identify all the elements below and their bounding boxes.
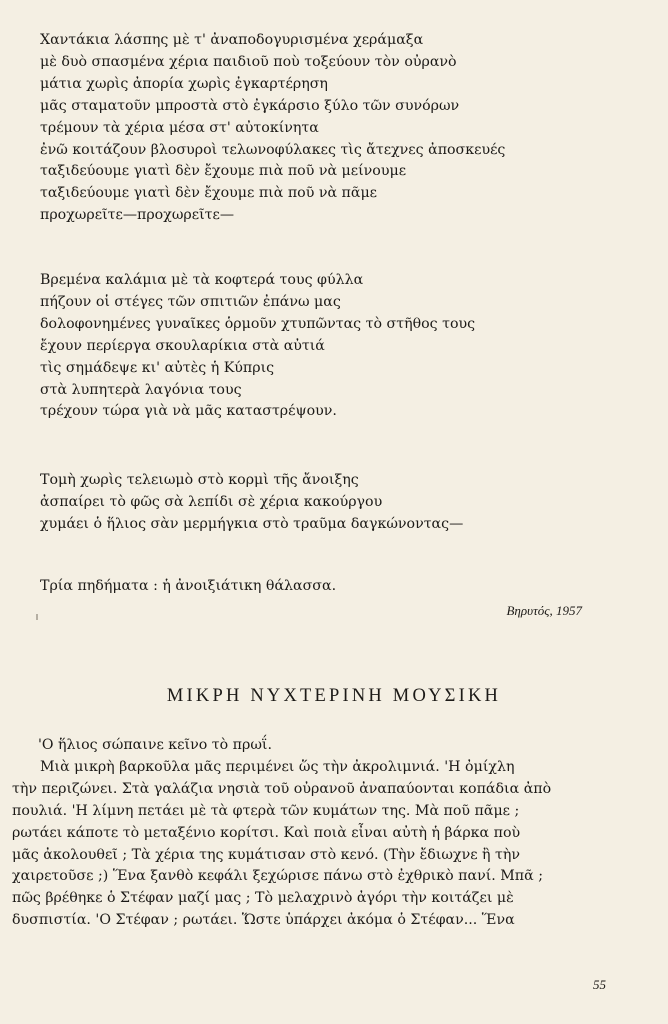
prose-text [12, 735, 608, 932]
section-title: ΜΙΚΡΗ ΝΥΧΤΕΡΙΝΗ ΜΟΥΣΙΚΗ [166, 686, 502, 706]
poem-line: χυμάει ὁ ἥλιος σὰν μερμήγκια στὸ τραῦμα δαγκώνοντας— [40, 515, 464, 532]
page-number: 55 [593, 977, 606, 992]
stanza-1 [40, 30, 620, 227]
poem-line: Βρεμένα καλάμια μὲ τὰ κοφτερά τους φύλλα [40, 272, 364, 288]
stanza-4 [40, 576, 336, 598]
prose-line: τὴν περιζώνει. Στὰ γαλάζια νησιὰ τοῦ οὐρανοῦ ἀναπαύονται κοπάδια ἀπὸ [12, 780, 552, 797]
poem-line: μὲ δυὸ σπασμένα χέρια παιδιοῦ ποὺ τοξεύουν τὸν οὐρανὸ [40, 53, 457, 70]
poem-line: Τομὴ χωρὶς τελειωμὸ στὸ κορμὶ τῆς ἄνοιξης [40, 472, 359, 488]
poem-line: ταξιδεύουμε γιατὶ δὲν ἔχουμε πιὰ ποῦ νὰ πᾶμε [40, 185, 378, 202]
prose-line: πῶς βρέθηκε ὁ Στέφαν μαζί μας ; Τὸ μελαχρινὸ ἀγόρι τὴν κοιτάζει μὲ [12, 890, 514, 907]
poem-line: δολοφονημένες γυναῖκες ὁρμοῦν χτυπῶντας τὸ στῆθος τους [40, 315, 476, 332]
poem-line: τρέμουν τὰ χέρια μέσα στ' αὐτοκίνητα [40, 119, 319, 136]
prose-line: ρωτάει κάποτε τὸ μεταξένιο κορίτσι. Καὶ ποιὰ εἶναι αὐτὴ ἡ βάρκα ποὺ [12, 824, 521, 841]
prose-line: χαιρετοῦσε ;) Ἕνα ξανθὸ κεφάλι ξεχώρισε πάνω στὸ ἐχθρικὸ πανί. Μπᾶ ; [12, 868, 543, 885]
poem-line: ἀσπαίρει τὸ φῶς σὰ λεπίδι σὲ χέρια κακούργου [40, 493, 383, 510]
poem-signature: Βηρυτός, 1957 [506, 603, 582, 618]
margin-mark [36, 614, 38, 620]
poem-line: ἐνῶ κοιτάζουν βλοσυροὶ τελωνοφύλακες τὶς ἄτεχνες ἀποσκευές [40, 141, 506, 158]
prose-line: Μιὰ μικρὴ βαρκοῦλα μᾶς περιμένει ὥς τὴν ἀκρολιμνιά. 'Η ὀμίχλη [40, 758, 515, 775]
poem-line: ἔχουν περίεργα σκουλαρίκια στὰ αὐτιά [40, 337, 325, 354]
poem [40, 30, 620, 594]
prose-line: μᾶς ἀκολουθεῖ ; Τὰ χέρια της κυμάτισαν στὸ κενό. (Τὴν ἔδιωχνε ἢ τὴν [12, 846, 521, 863]
stanza-3 [40, 470, 463, 536]
prose-line: δυσπιστία. 'Ο Στέφαν ; ρωτάει. Ὥστε ὑπάρχει ἀκόμα ὁ Στέφαν... Ἕνα [12, 912, 515, 929]
prose-line: 'Ο ἥλιος σώπαινε κεῖνο τὸ πρωΐ. [38, 737, 272, 753]
poem-line: προχωρεῖτε—προχωρεῖτε— [40, 207, 235, 224]
poem-line: Τρία πηδήματα : ἡ ἀνοιξιάτικη θάλασσα. [40, 578, 337, 594]
stanza-2 [40, 270, 475, 423]
poem-line: στὰ λυπητερὰ λαγόνια τους [40, 381, 242, 398]
poem-line: μᾶς σταματοῦν μπροστὰ στὸ ἐγκάρσιο ξύλο τῶν συνόρων [40, 97, 460, 114]
poem-line: ταξιδεύουμε γιατὶ δὲν ἔχουμε πιὰ ποῦ νὰ μείνουμε [40, 163, 407, 180]
poem-line: πήζουν οἱ στέγες τῶν σπιτιῶν ἐπάνω μας [40, 293, 341, 310]
prose-line: πουλιά. 'Η λίμνη πετάει μὲ τὰ φτερὰ τῶν κυμάτων της. Μὰ ποῦ πᾶμε ; [12, 802, 520, 819]
poem-line: τὶς σημάδεψε κι' αὐτὲς ἡ Κύπρις [40, 359, 275, 376]
poem-line: Χαντάκια λάσπης μὲ τ' ἀναποδογυρισμένα χεράμαξα [40, 32, 424, 48]
poem-line: μάτια χωρὶς ἀπορία χωρὶς ἐγκαρτέρηση [40, 75, 328, 92]
poem-line: τρέχουν τώρα γιὰ νὰ μᾶς καταστρέψουν. [40, 403, 337, 420]
